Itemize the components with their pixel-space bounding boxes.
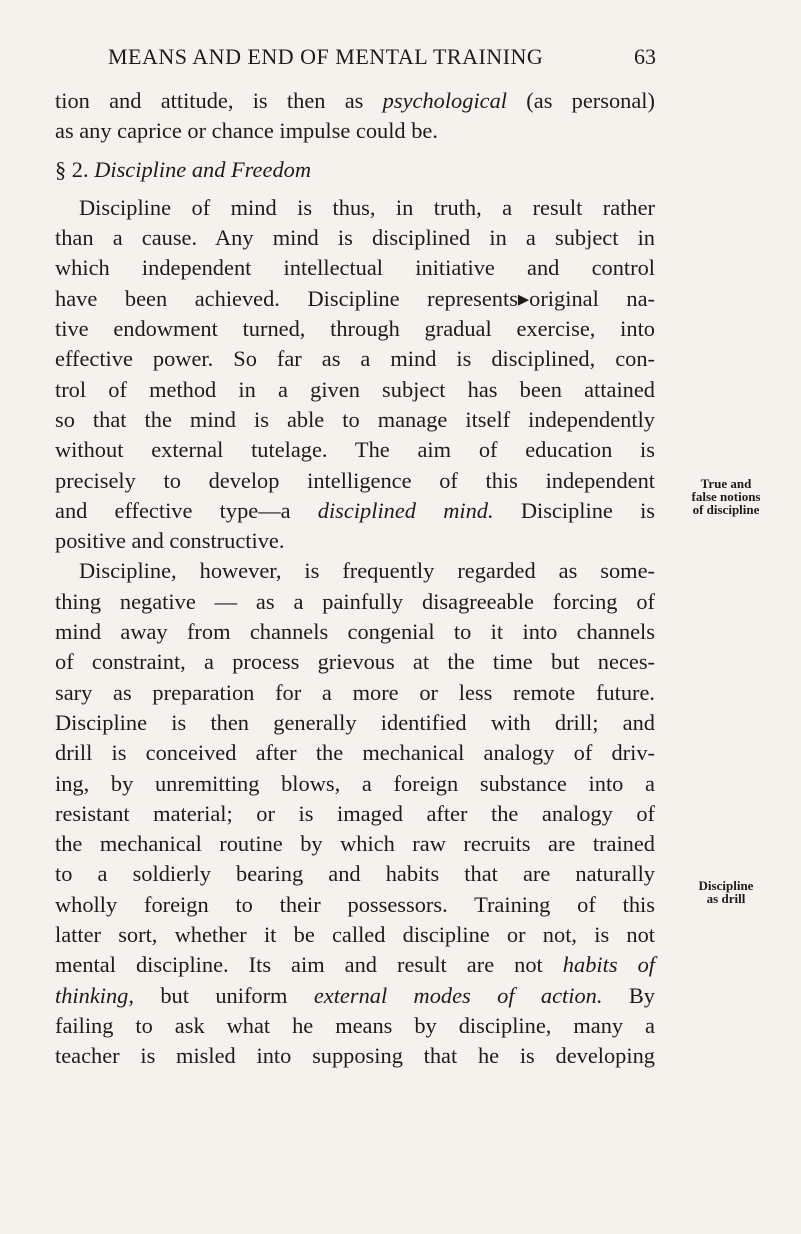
running-title: MEANS AND END OF MENTAL TRAINING bbox=[108, 44, 544, 69]
text-line: trol of method in a given subject has been attained bbox=[55, 376, 655, 402]
text-line: tive endowment turned, through gradual exercise, into bbox=[55, 316, 655, 342]
text-line: thinking, but uniform external modes of action. By bbox=[55, 982, 655, 1008]
text-line: wholly foreign to their possessors. Training of this bbox=[55, 891, 655, 917]
text-line: positive and constructive. bbox=[55, 528, 285, 554]
text-line: and effective type—a disciplined mind. Discipline is bbox=[55, 497, 656, 523]
text-line: mental discipline. Its aim and result are not habits of bbox=[55, 952, 655, 978]
text-line: the mechanical routine by which raw recruits are trained bbox=[55, 831, 655, 857]
text-line: failing to ask what he means by discipline, many a bbox=[55, 1012, 655, 1038]
text-line: latter sort, whether it be called discipline or not, is not bbox=[55, 922, 655, 948]
section-heading bbox=[55, 155, 655, 185]
text-line: of constraint, a process grievous at the time but neces- bbox=[55, 649, 655, 675]
paragraph-discipline-as-drill bbox=[55, 556, 655, 1071]
text-line: precisely to develop intelligence of this independent bbox=[55, 467, 655, 493]
italic-phrase: disciplined mind. bbox=[317, 497, 494, 523]
text-line: Discipline of mind is thus, in truth, a result rather bbox=[79, 194, 655, 220]
text-line: without external tutelage. The aim of education is bbox=[55, 437, 655, 463]
text-line: have been achieved. Discipline represents▸original na- bbox=[55, 285, 655, 311]
text-line: to a soldierly bearing and habits that are naturally bbox=[55, 861, 655, 887]
paragraph-continued bbox=[55, 86, 655, 147]
text-line: as any caprice or chance impulse could be. bbox=[55, 118, 438, 144]
text-line: drill is conceived after the mechanical analogy of driv- bbox=[55, 740, 655, 766]
text-line: effective power. So far as a mind is disciplined, con- bbox=[55, 346, 655, 372]
text-line: resistant material; or is imaged after the analogy of bbox=[55, 800, 655, 826]
italic-phrase: thinking, bbox=[55, 982, 134, 1008]
running-head bbox=[108, 44, 656, 74]
text-line: than a cause. Any mind is disciplined in a subject in bbox=[55, 225, 655, 251]
text-line: Discipline is then generally identified with drill; and bbox=[55, 709, 655, 735]
margin-note-true-false-discipline: True and false notions of discipline bbox=[691, 476, 761, 517]
paragraph-discipline-definition bbox=[55, 193, 655, 557]
italic-phrase: habits of bbox=[562, 952, 655, 978]
text-line: sary as preparation for a more or less remote future. bbox=[55, 679, 655, 705]
text-line: thing negative — as a painfully disagreeable forcing of bbox=[55, 588, 655, 614]
section-title: Discipline and Freedom bbox=[94, 156, 311, 182]
page-number: 63 bbox=[634, 44, 656, 69]
text-line: which independent intellectual initiative and control bbox=[55, 255, 655, 281]
margin-note-discipline-as-drill: Discipline as drill bbox=[698, 878, 754, 906]
italic-phrase: external modes of action. bbox=[313, 982, 603, 1008]
text-line bbox=[55, 155, 655, 185]
text-line: tion and attitude, is then as psychological (as personal) bbox=[55, 88, 655, 113]
text-line: ing, by unremitting blows, a foreign substance into a bbox=[55, 770, 655, 796]
italic-phrase: psychological bbox=[382, 88, 508, 113]
text-line: so that the mind is able to manage itself independently bbox=[55, 406, 655, 432]
text-line: mind away from channels congenial to it into channels bbox=[55, 619, 655, 645]
text-line: Discipline, however, is frequently regarded as some- bbox=[79, 558, 655, 584]
body-text bbox=[55, 86, 655, 1072]
text-line: teacher is misled into supposing that he is developing bbox=[55, 1043, 655, 1069]
section-number: § 2. bbox=[55, 156, 95, 182]
